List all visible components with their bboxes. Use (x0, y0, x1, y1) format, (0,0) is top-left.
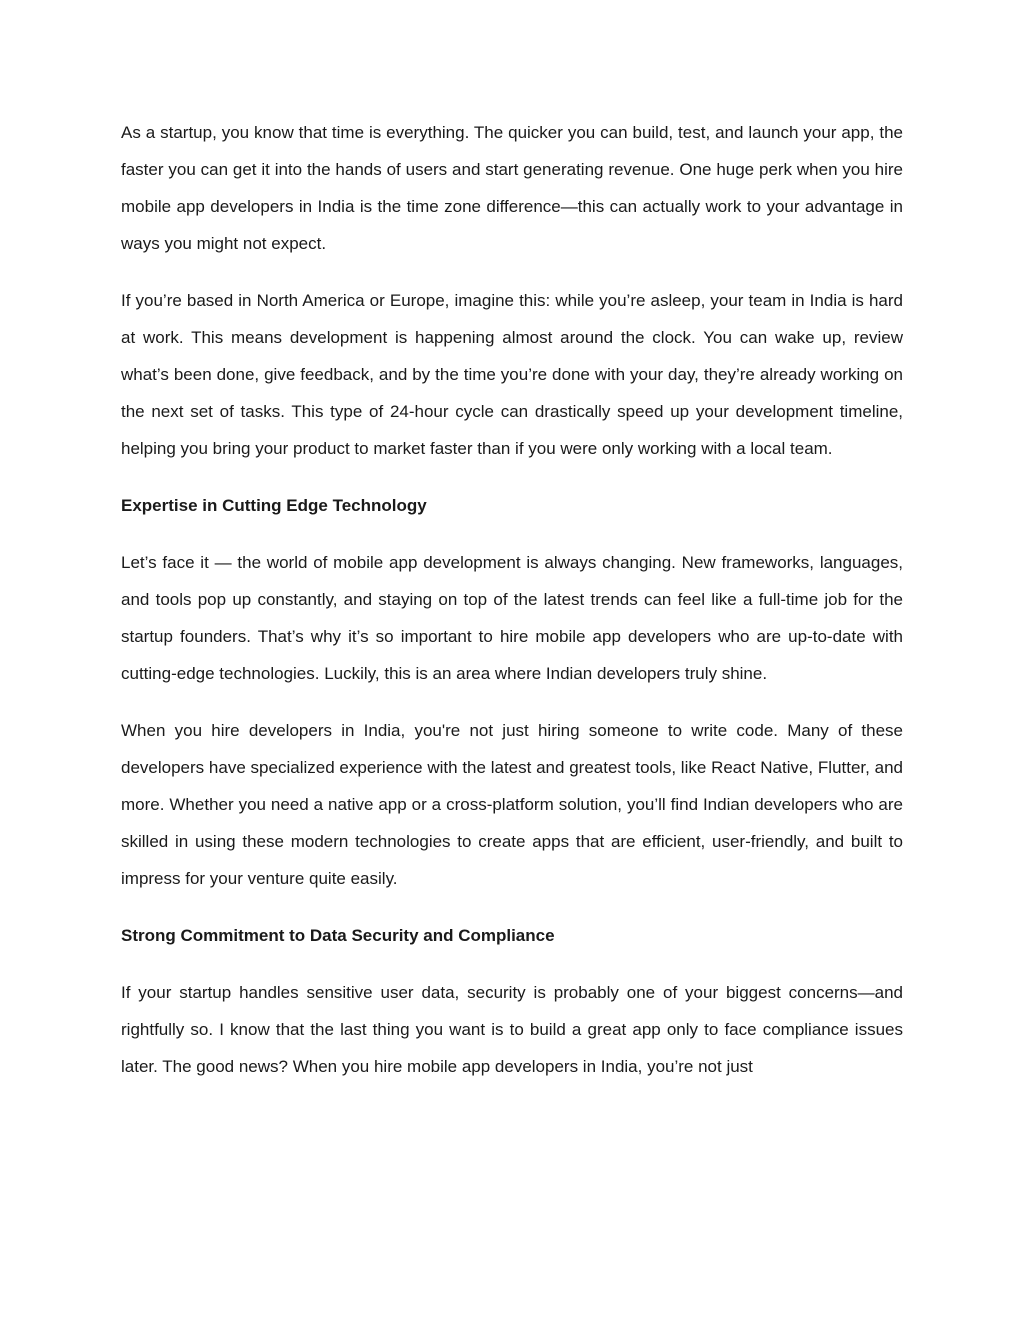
paragraph-always-changing: Let’s face it — the world of mobile app development is always changing. New frameworks, languages, and tools pop up constantly, and staying on top of the latest trends can feel like a full-time job for the startup founders. That’s why it’s so important to hire mobile app developers who are up-to-date with cutting-edge technologies. Luckily, this is an area where Indian developers truly shine. (121, 553, 903, 683)
paragraph-specialized-experience: When you hire developers in India, you're not just hiring someone to write code. Many of these developers have specialized experience with the latest and greatest tools, like React Native, Flutter, and more. Whether you need a native app or a cross-platform solution, you’ll find Indian developers who are skilled in using these modern technologies to create apps that are efficient, user-friendly, and built to impress for your venture quite easily. (121, 721, 903, 888)
paragraph-time-is-everything: As a startup, you know that time is everything. The quicker you can build, test, and launch your app, the faster you can get it into the hands of users and start generating revenue. One huge perk when you hire mobile app developers in India is the time zone difference—this can actually work to your advantage in ways you might not expect. (121, 123, 903, 253)
heading-cutting-edge-technology: Expertise in Cutting Edge Technology (121, 496, 427, 515)
document-page (121, 114, 903, 1085)
paragraph-sensitive-data: If your startup handles sensitive user data, security is probably one of your biggest concerns—and rightfully so. I know that the last thing you want is to build a great app only to face compliance issues later. The good news? When you hire mobile app developers in India, you’re not just (121, 983, 903, 1076)
heading-data-security: Strong Commitment to Data Security and Compliance (121, 926, 555, 945)
paragraph-around-the-clock: If you’re based in North America or Europe, imagine this: while you’re asleep, your team in India is hard at work. This means development is happening almost around the clock. You can wake up, review what’s been done, give feedback, and by the time you’re done with your day, they’re already working on the next set of tasks. This type of 24-hour cycle can drastically speed up your development timeline, helping you bring your product to market faster than if you were only working with a local team. (121, 291, 903, 458)
